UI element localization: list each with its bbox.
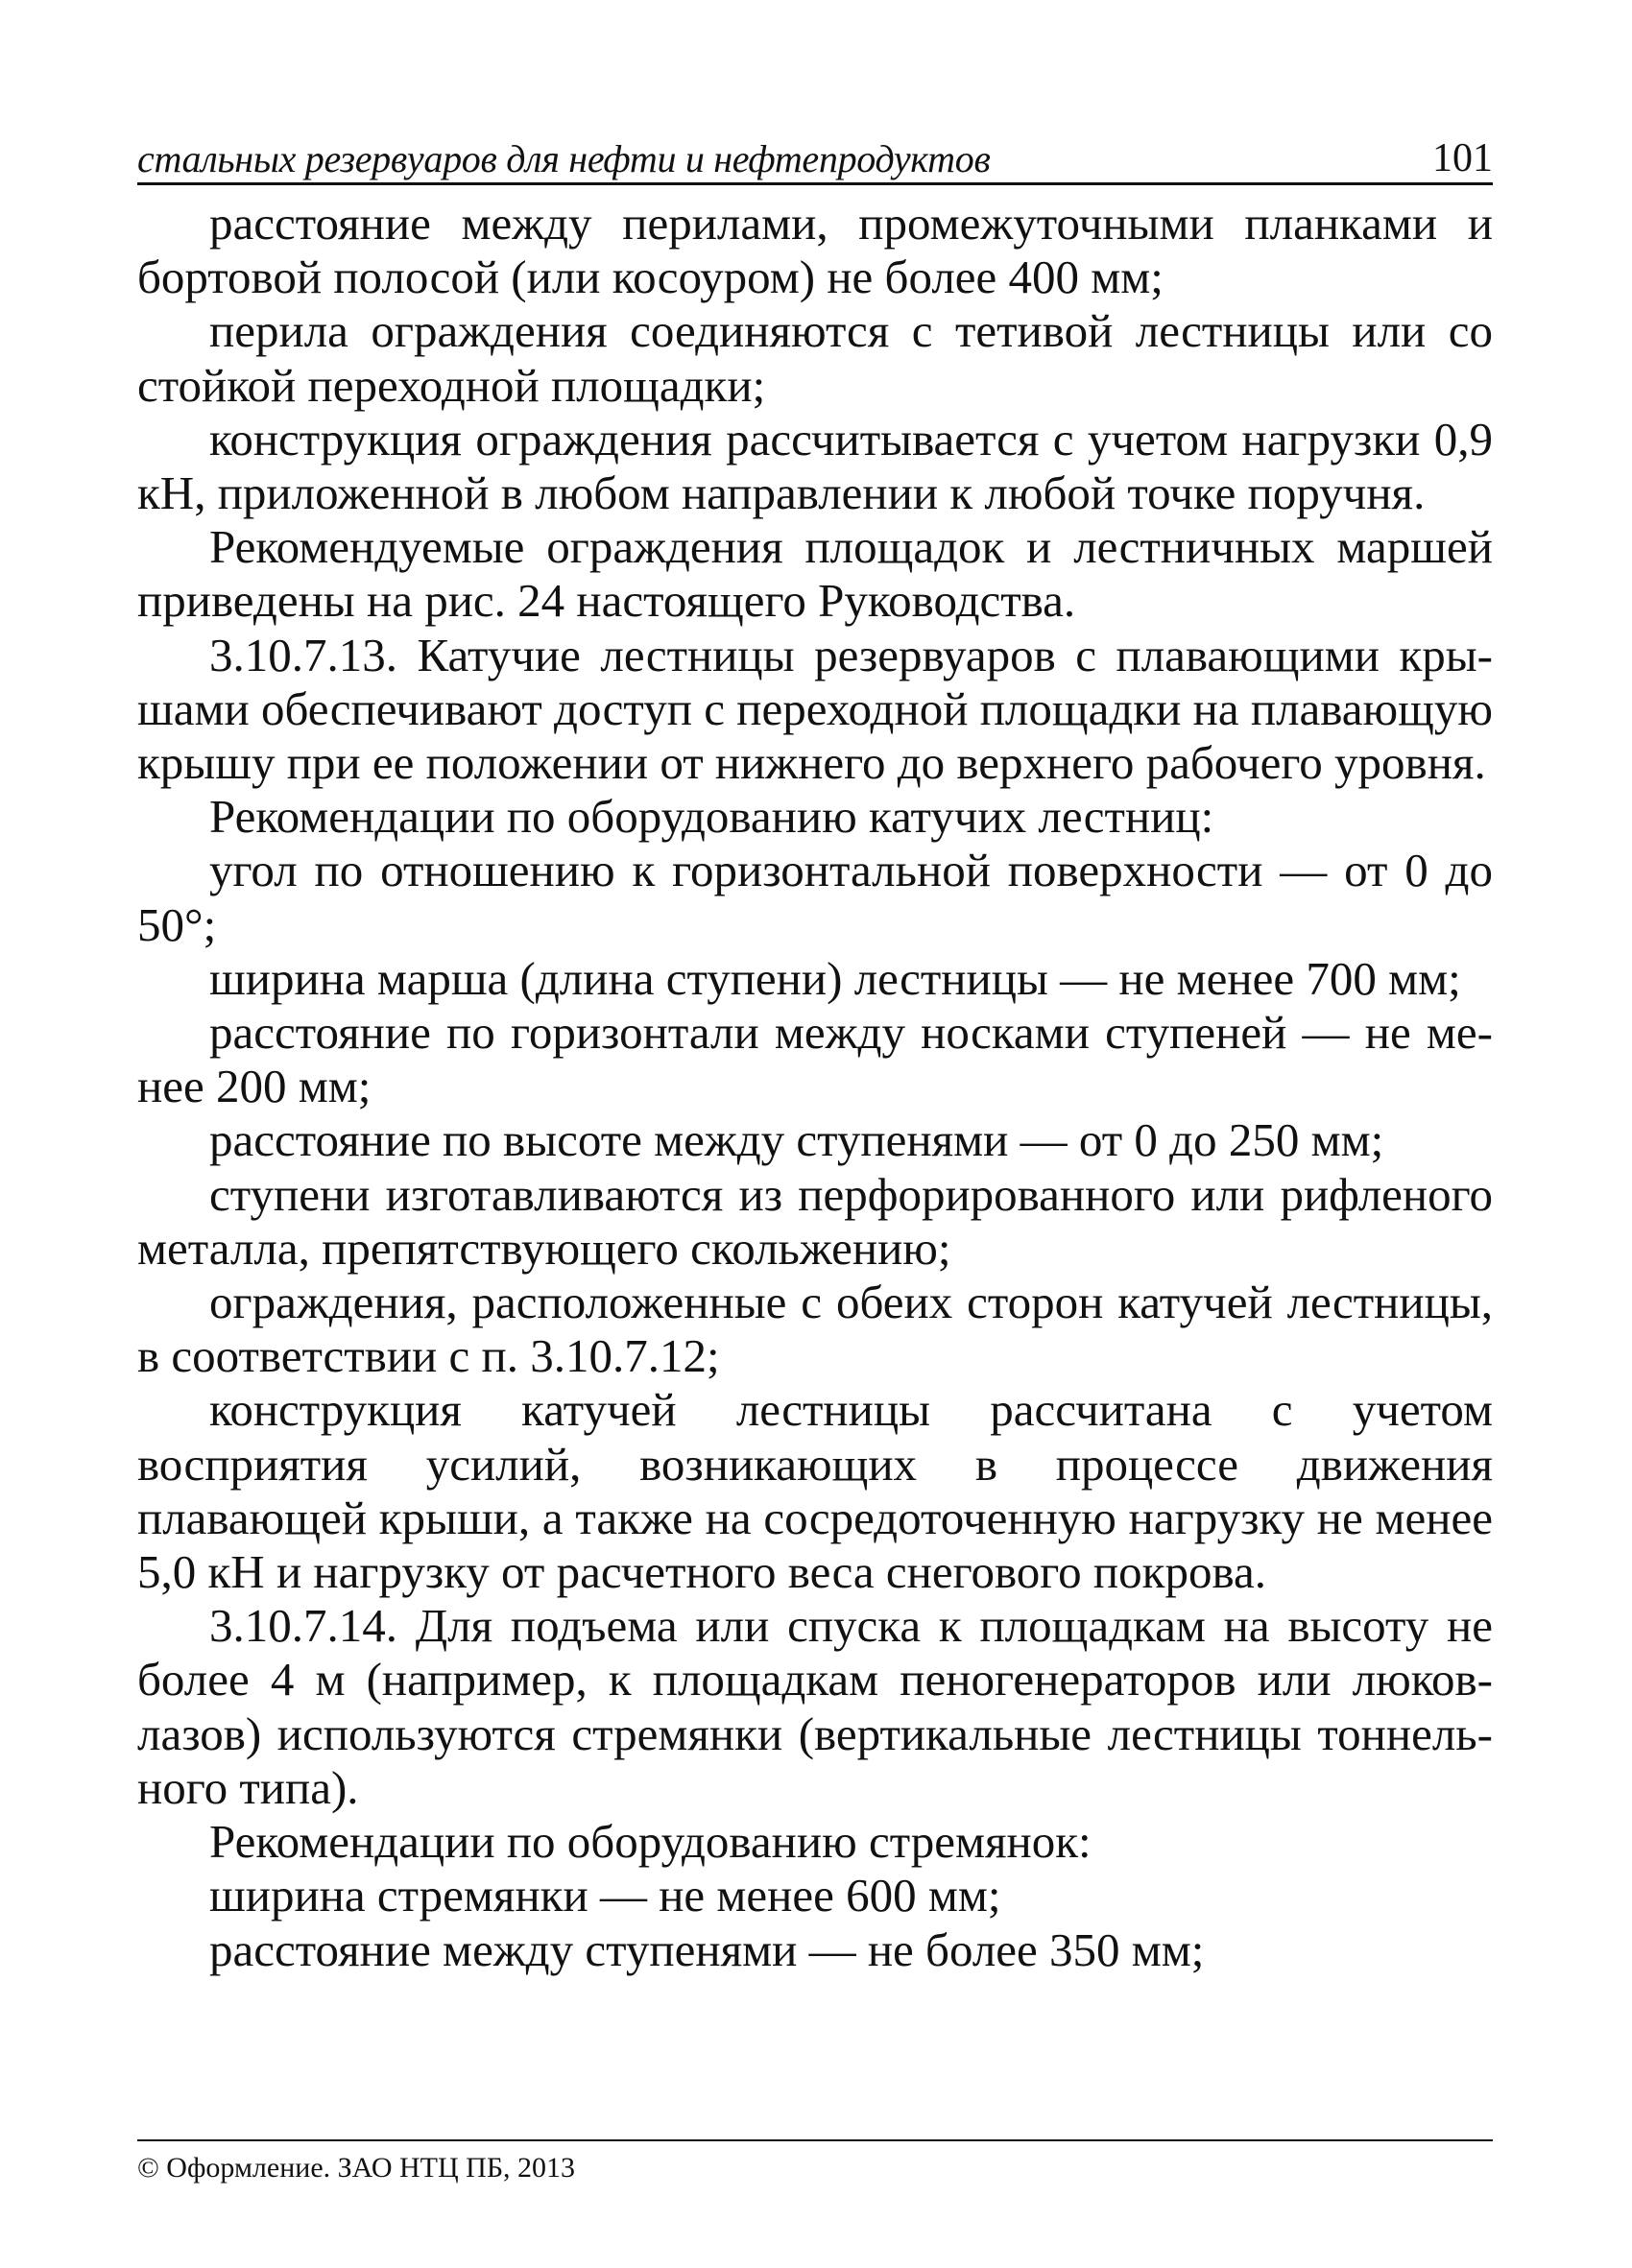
- running-header: [137, 125, 1493, 185]
- body-text: [137, 197, 1493, 1977]
- paragraph: Рекомендации по оборудованию катучих лестниц:: [209, 790, 1214, 844]
- paragraph: перила ограждения соединяются с тетивой лестницы или со стойкой переходной площадки;: [137, 304, 1493, 412]
- paragraph: расстояние между ступенями — не более 350 мм;: [209, 1922, 1205, 1976]
- header-title: стальных резервуаров для нефти и нефтепродуктов: [137, 137, 991, 180]
- paragraph: 3.10.7.13. Катучие лестницы резервуаров с плавающими крышами обеспечивают доступ с переходной площадки на плавающую крышу при ее положении от нижнего до верхнего рабочего уровня.: [137, 628, 1493, 790]
- paragraph: ширина стремянки — не менее 600 мм;: [209, 1869, 1001, 1922]
- paragraph: Рекомендуемые ограждения площадок и лестничных маршей приведены на рис. 24 настоящего Руководства.: [137, 520, 1493, 628]
- page-number: 101: [1432, 136, 1493, 180]
- paragraph: ширина марша (длина ступени) лестницы — не менее 700 мм;: [209, 951, 1461, 1005]
- paragraph: расстояние по горизонтали между носками ступеней — не менее 200 мм;: [137, 1006, 1493, 1113]
- paragraph: угол по отношению к горизонтальной поверхности — от 0 до 50°;: [137, 844, 1493, 951]
- paragraph: конструкция катучей лестницы рассчитана с учетом восприятия усилий, возникающих в процессе движения плавающей крыши, а также на сосредоточенную нагрузку не менее 5,0 кН и нагрузку от расчетного веса снегового покрова.: [137, 1383, 1493, 1599]
- document-page: [137, 125, 1493, 1977]
- paragraph: расстояние между перилами, промежуточными планками и бортовой полосой (или косоуром) не более 400 мм;: [137, 197, 1493, 304]
- paragraph: 3.10.7.14. Для подъема или спуска к площадкам на высоту не более 4 м (например, к площадкам пеногенераторов или люков-лазов) используются стремянки (вертикальные лестницы тоннельного типа).: [137, 1599, 1493, 1814]
- paragraph: Рекомендации по оборудованию стремянок:: [209, 1815, 1092, 1869]
- page-footer: [137, 2139, 1493, 2185]
- paragraph: расстояние по высоте между ступенями — от 0 до 250 мм;: [209, 1113, 1384, 1167]
- paragraph: ступени изготавливаются из перфорированного или рифленого металла, препятствующего скольжению;: [137, 1167, 1493, 1275]
- paragraph: конструкция ограждения рассчитывается с учетом нагрузки 0,9 кН, приложенной в любом направлении к любой точке поручня.: [137, 412, 1493, 520]
- paragraph: ограждения, расположенные с обеих сторон катучей лестницы, в соответствии с п. 3.10.7.12;: [137, 1276, 1493, 1383]
- copyright-text: © Оформление. ЗАО НТЦ ПБ, 2013: [137, 2152, 576, 2184]
